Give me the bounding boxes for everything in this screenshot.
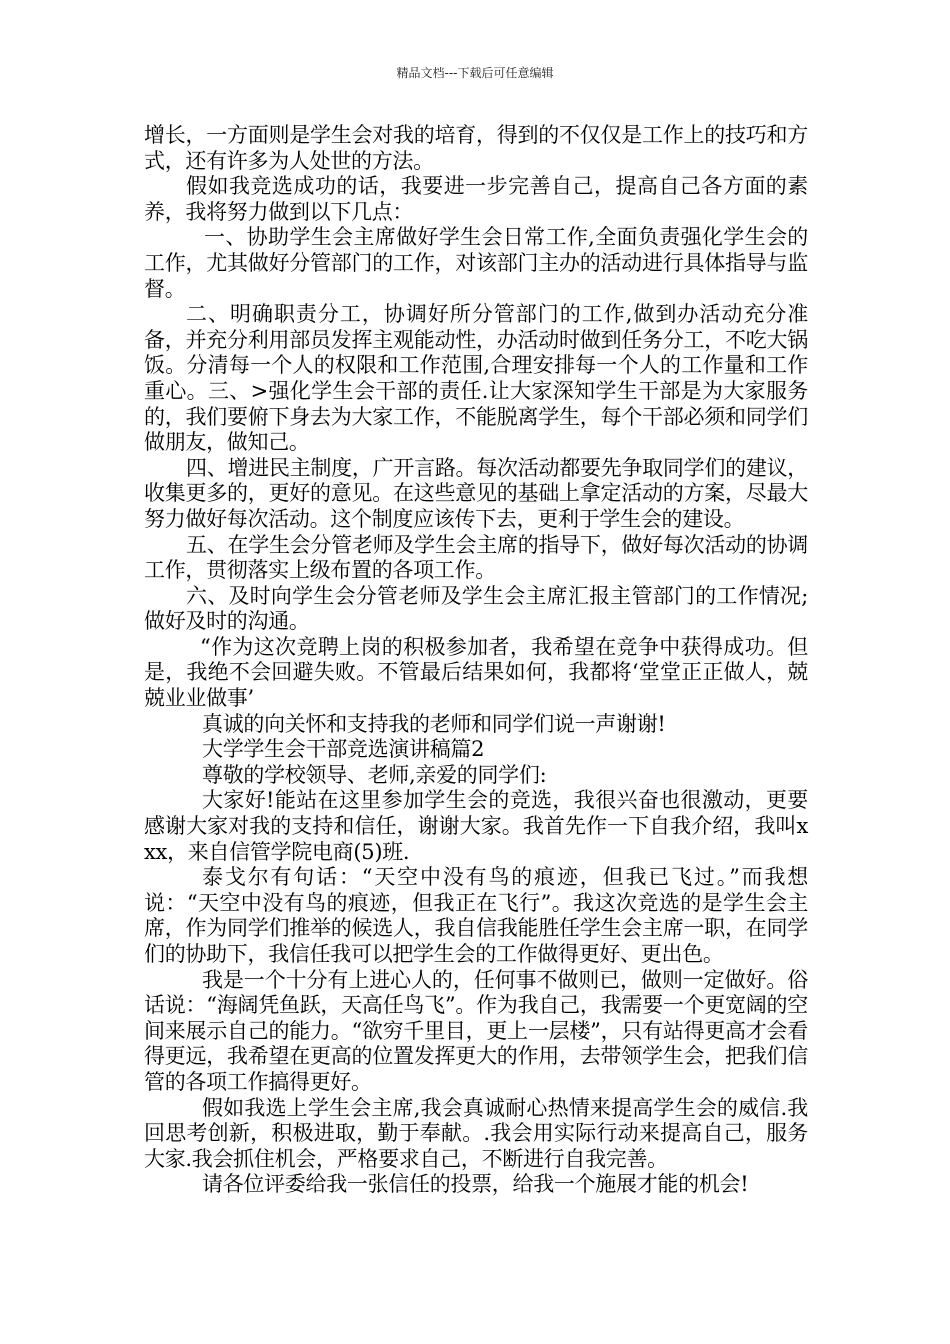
paragraph-quote: “作为这次竞聘上岗的积极参加者，我希望在竞争中获得成功。但是，我绝不会回避失败。不管最后结果如何，我都将‘堂堂正正做人，兢兢业业做事’ [144,634,808,711]
paragraph-point-2-3: 二、明确职责分工，协调好所分管部门的工作,做到办活动充分准备，并充分利用部员发挥主观能动性，办活动时做到任务分工，不吃大锅饭。分清每一个人的权限和工作范围,合理安排每一个人的工作量和工作重心。三、>强化学生会干部的责任.让大家深知学生干部是为大家服务的，我们要俯下身去为大家工作，不能脱离学生，每个干部必须和同学们做朋友，做知己。 [144,302,808,455]
paragraph-point-1: 一、协助学生会主席做好学生会日常工作,全面负责强化学生会的工作，尤其做好分管部门的工作，对该部门主办的活动进行具体指导与监督。 [144,225,808,301]
paragraph-intro: 假如我竞选成功的话，我要进一步完善自己，提高自己各方面的素养，我将努力做到以下几点： [144,174,808,224]
paragraph-point-5: 五、在学生会分管老师及学生会主席的指导下，做好每次活动的协调工作，贯彻落实上级布置的各项工作。 [144,532,808,583]
paragraph-closing: 请各位评委给我一张信任的投票，给我一个施展才能的机会! [202,1172,749,1197]
paragraph-continuation: 增长，一方面则是学生会对我的培育，得到的不仅仅是工作上的技巧和方式，还有许多为人处世的方法。 [144,123,808,173]
document-body [144,123,808,1198]
paragraph-point-6: 六、及时向学生会分管老师及学生会主席汇报主管部门的工作情况;做好及时的沟通。 [144,583,808,634]
paragraph-point-4: 四、增进民主制度，广开言路。每次活动都要先争取同学们的建议，收集更多的，更好的意见。在这些意见的基础上拿定活动的方案，尽最大努力做好每次活动。这个制度应该传下去，更利于学生会的建设。 [144,455,808,531]
paragraph-promise: 假如我选上学生会主席,我会真诚耐心热情来提高学生会的威信.我回思考创新，积极进取，勤于奉献。.我会用实际行动来提高自己，服务大家.我会抓住机会，严格要求自己，不断进行自我完善。 [144,1095,808,1171]
paragraph-salutation: 尊敬的学校领导、老师,亲爱的同学们: [202,762,547,787]
paragraph-ambition: 我是一个十分有上进心人的，任何事不做则已，做则一定做好。俗话说：“海阔凭鱼跃，天高任鸟飞”。作为我自己，我需要一个更宽阔的空间来展示自己的能力。“欲穷千里目，更上一层楼”，只有站得更高才会看得更远，我希望在更高的位置发挥更大的作用，去带领学生会，把我们信管的各项工作搞得更好。 [144,967,808,1094]
page-header: 精品文档---下载后可任意编辑 [396,66,554,80]
section-title: 大学学生会干部竞选演讲稿篇2 [202,737,485,762]
paragraph-thanks: 真诚的向关怀和支持我的老师和同学们说一声谢谢! [202,711,666,736]
paragraph-tagore: 泰戈尔有句话：“天空中没有鸟的痕迹，但我已飞过。”而我想说：“天空中没有鸟的痕迹，但我正在飞行”。我这次竞选的是学生会主席，作为同学们推举的候选人，我自信我能胜任学生会主席一职，在同学们的协助下，我信任我可以把学生会的工作做得更好、更出色。 [144,865,808,966]
paragraph-greeting: 大家好!能站在这里参加学生会的竞选，我很兴奋也很激动，更要感谢大家对我的支持和信任，谢谢大家。我首先作一下自我介绍，我叫xxx，来自信管学院电商(5)班. [144,788,808,864]
